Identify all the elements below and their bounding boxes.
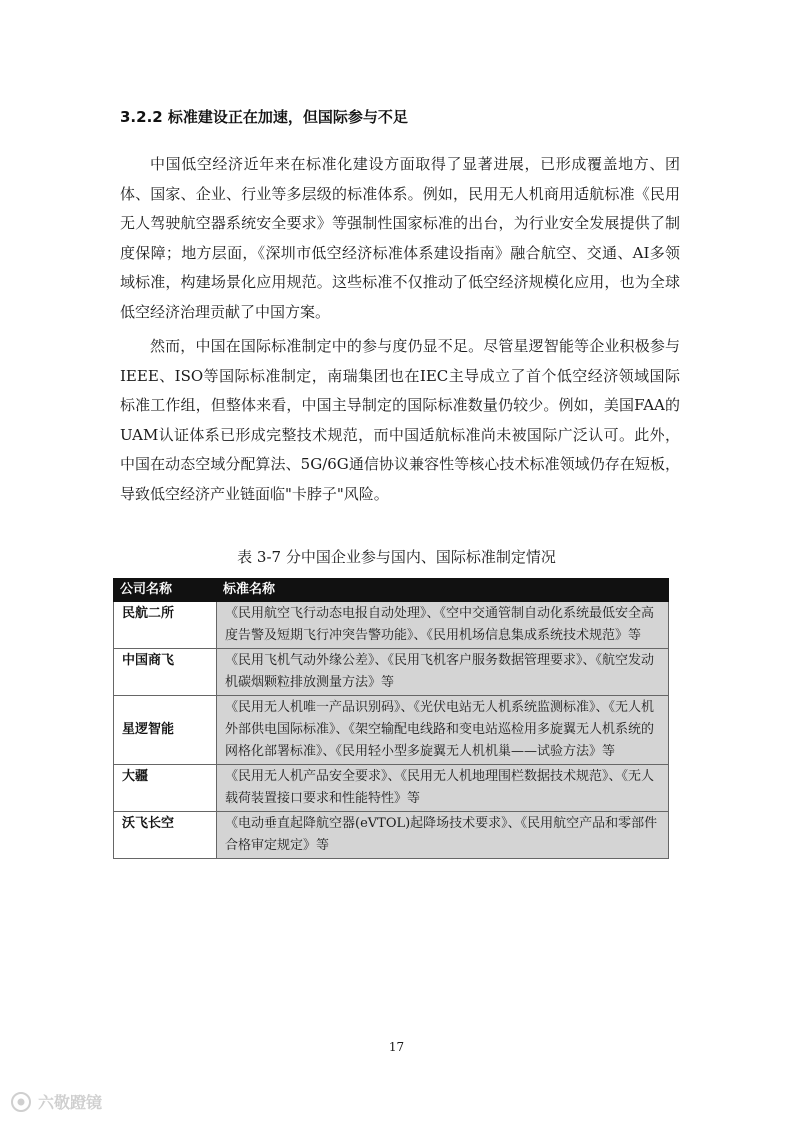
company-cell: 中国商飞 (114, 649, 217, 696)
company-cell: 沃飞长空 (114, 812, 217, 859)
page-number: 17 (388, 1040, 405, 1054)
table-header-row (114, 579, 669, 602)
table-row (114, 812, 669, 859)
watermark-text: 六敬蹬镜 (38, 1093, 103, 1112)
standards-cell: 《民用无人机产品安全要求》、《民用无人机地理围栏数据技术规范》、《无人载荷装置接口要求和性能特性》等 (217, 765, 669, 812)
standards-cell: 《电动垂直起降航空器(eVTOL)起降场技术要求》、《民用航空产品和零部件合格审定规定》等 (217, 812, 669, 859)
standards-cell: 《民用飞机气动外缘公差》、《民用飞机客户服务数据管理要求》、《航空发动机碳烟颗粒排放测量方法》等 (217, 649, 669, 696)
watermark-logo-icon (10, 1091, 32, 1113)
company-cell: 民航二所 (114, 602, 217, 649)
company-cell: 大疆 (114, 765, 217, 812)
table-row (114, 696, 669, 765)
table-row (114, 649, 669, 696)
header-company: 公司名称 (114, 579, 217, 602)
table-row (114, 602, 669, 649)
table-row (114, 765, 669, 812)
company-cell: 星逻智能 (114, 696, 217, 765)
standards-cell: 《民用无人机唯一产品识别码》、《光伏电站无人机系统监测标准》、《无人机外部供电国际标准》、《架空输配电线路和变电站巡检用多旋翼无人机系统的网格化部署标准》、《民用轻小型多旋翼无人机机巢——试验方法》等 (217, 696, 669, 765)
section-heading: 3.2.2 标准建设正在加速，但国际参与不足 (120, 108, 408, 126)
header-standards: 标准名称 (217, 579, 669, 602)
watermark (10, 1090, 102, 1113)
standards-cell: 《民用航空飞行动态电报自动处理》、《空中交通管制自动化系统最低安全高度告警及短期飞行冲突告警功能》、《民用机场信息集成系统技术规范》等 (217, 602, 669, 649)
standards-table (113, 578, 669, 859)
paragraph-standardization-progress: 中国低空经济近年来在标准化建设方面取得了显著进展，已形成覆盖地方、团体、国家、企业、行业等多层级的标准体系。例如，民用无人机商用适航标准《民用无人驾驶航空器系统安全要求》等强制性国家标准的出台，为行业安全发展提供了制度保障；地方层面，《深圳市低空经济标准体系建设指南》融合航空、交通、AI多领域标准，构建场景化应用规范。这些标准不仅推动了低空经济规模化应用，也为全球低空经济治理贡献了中国方案。 (120, 155, 680, 321)
paragraph-international-participation: 然而，中国在国际标准制定中的参与度仍显不足。尽管星逻智能等企业积极参与IEEE、ISO等国际标准制定，南瑞集团也在IEC主导成立了首个低空经济领域国际标准工作组，但整体来看，中国主导制定的国际标准数量仍较少。例如，美国FAA的UAM认证体系已形成完整技术规范，而中国适航标准尚未被国际广泛认可。此外，中国在动态空域分配算法、5G/6G通信协议兼容性等核心技术标准领域仍存在短板，导致低空经济产业链面临"卡脖子"风险。 (120, 337, 680, 503)
table-caption: 表 3-7 分中国企业参与国内、国际标准制定情况 (237, 548, 556, 566)
